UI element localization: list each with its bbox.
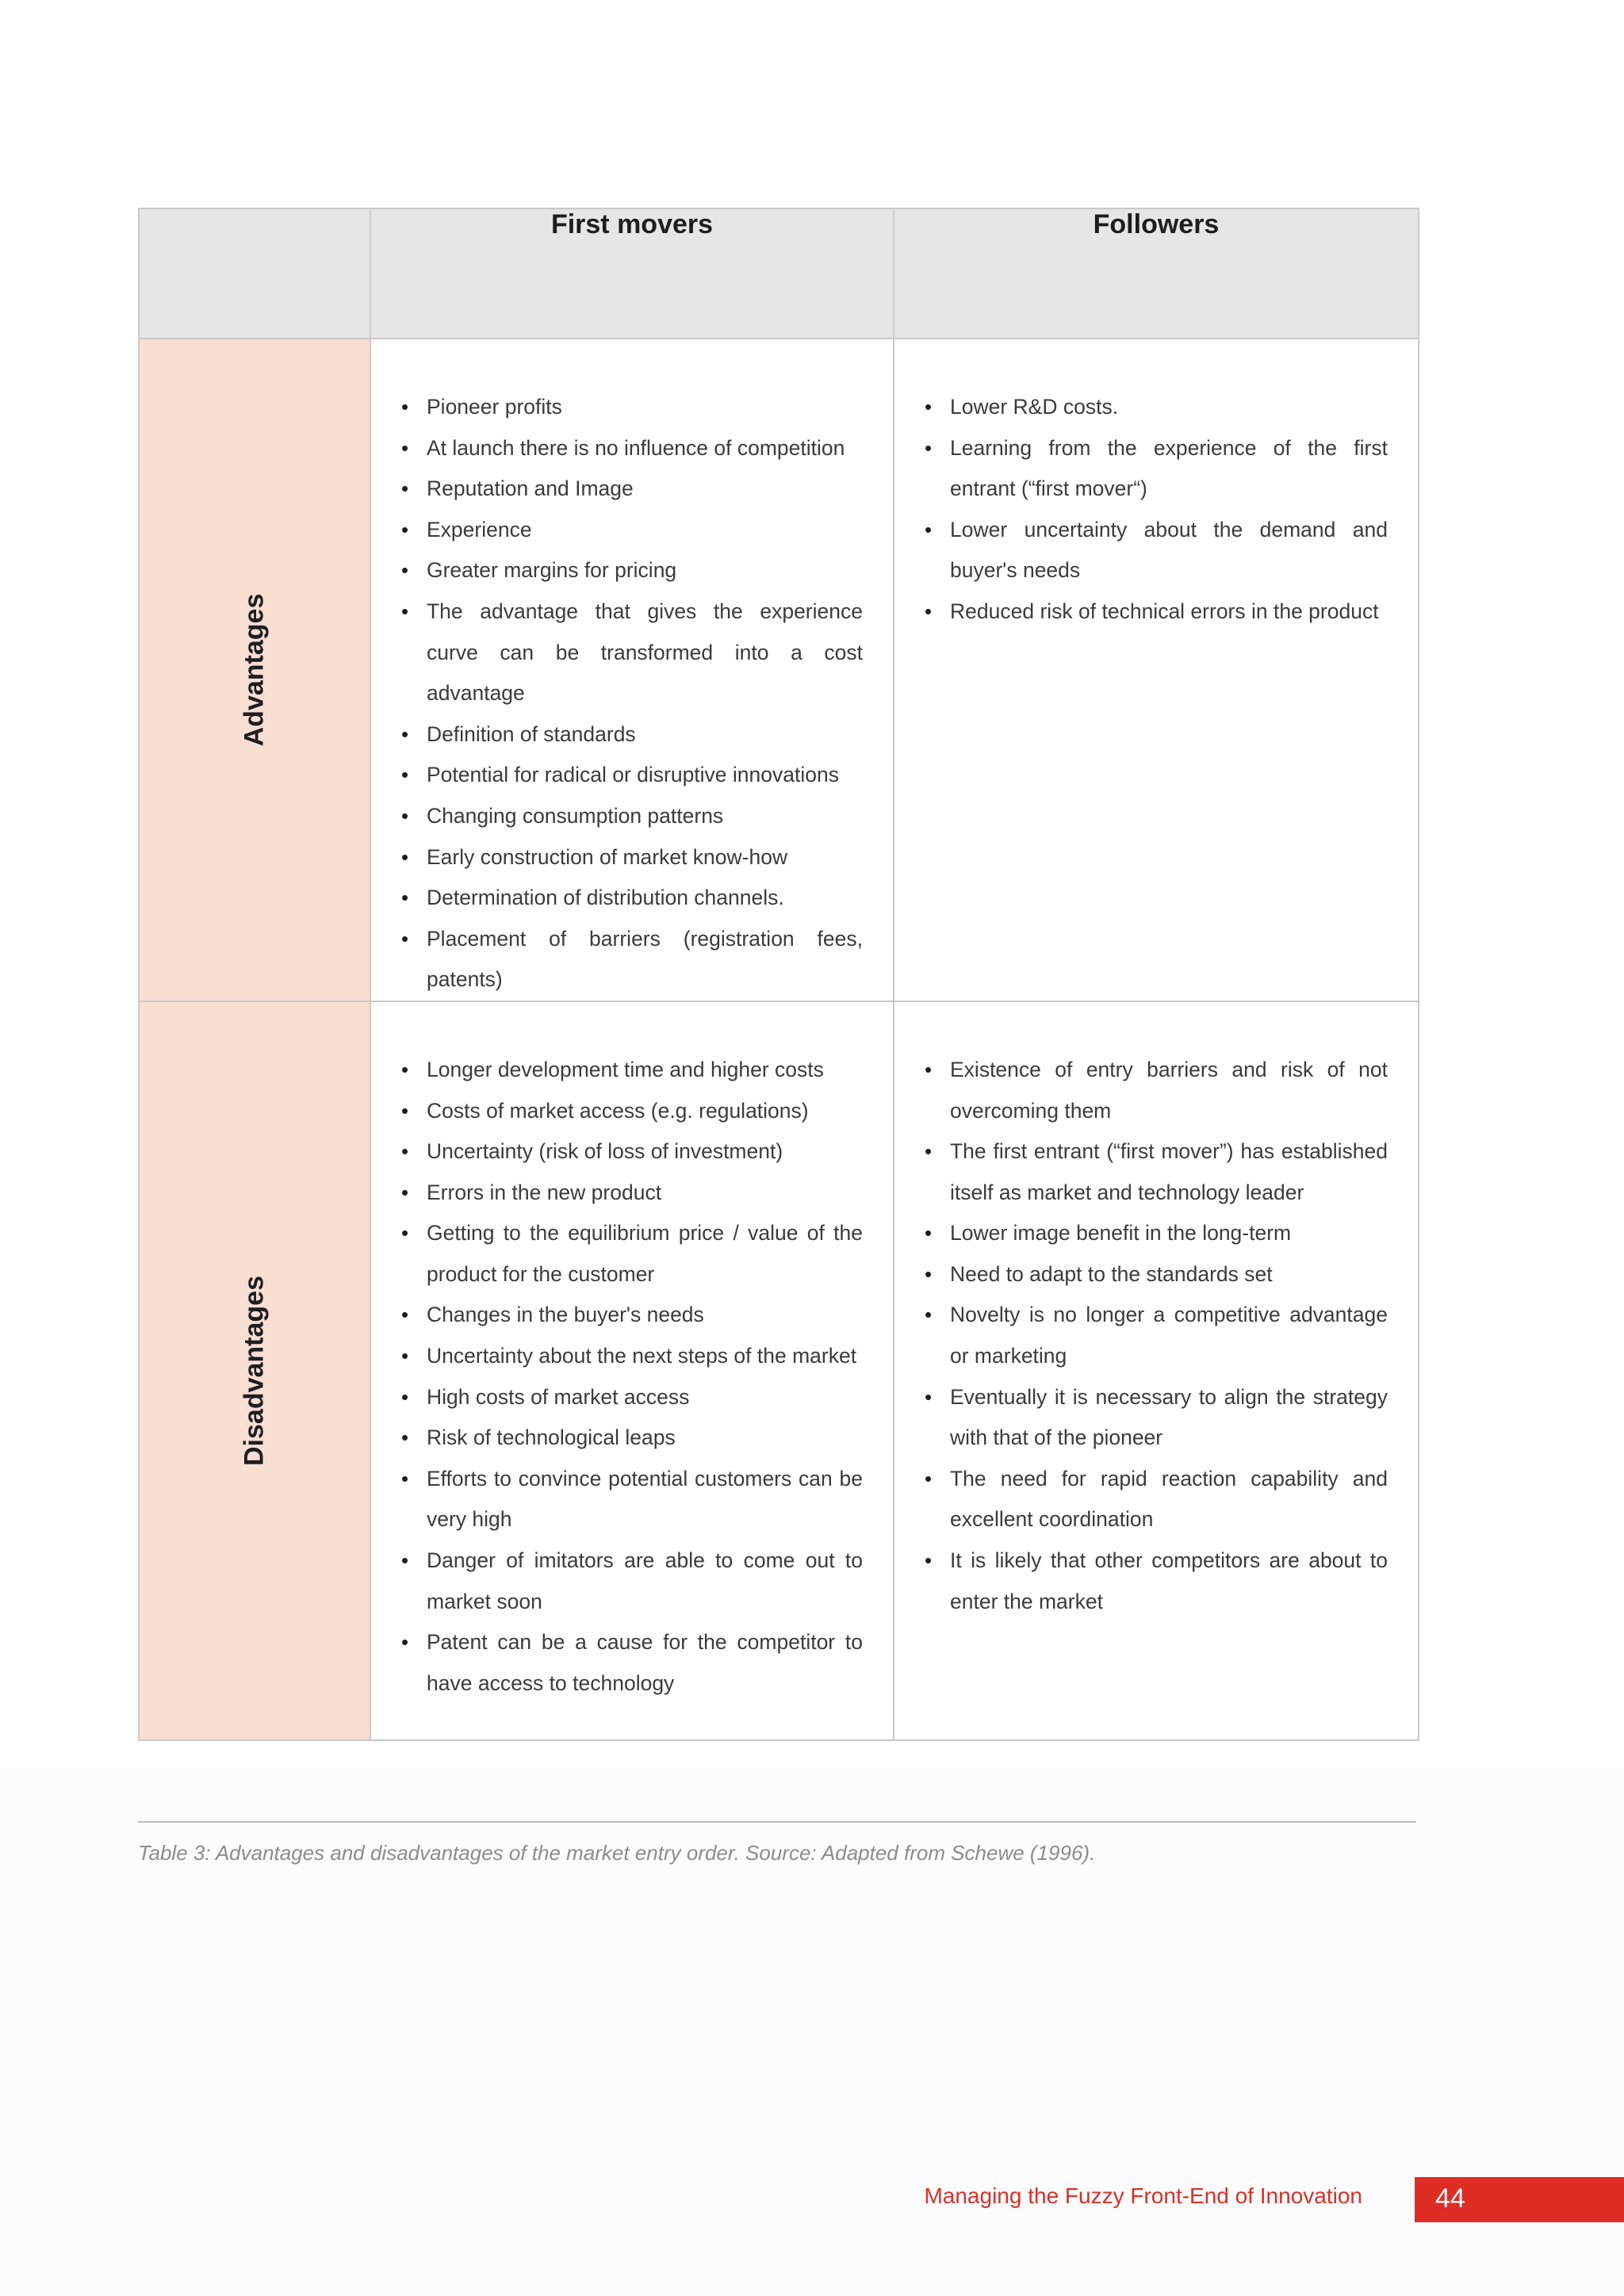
list-item: • The advantage that gives the experience curve can be transformed into a cost advantage [401, 591, 863, 714]
list-item: • Uncertainty (risk of loss of investment) [401, 1131, 863, 1173]
list-item: • Efforts to convince potential customers can be very high [401, 1459, 863, 1540]
advantages-side-cell [139, 339, 370, 1001]
list-item: • Longer development time and higher costs [401, 1050, 863, 1091]
list-item: • Patent can be a cause for the competitor to have access to technology [401, 1622, 863, 1704]
list-item: • Changes in the buyer's needs [401, 1295, 863, 1336]
list-item: • Reduced risk of technical errors in the product [925, 591, 1388, 633]
list-item: • Errors in the new product [401, 1173, 863, 1214]
list-item: • Definition of standards [401, 714, 863, 756]
advantages-first-movers-cell [370, 339, 894, 1001]
header-followers: Followers [894, 209, 1419, 339]
list-item: • At launch there is no influence of competition [401, 428, 863, 469]
advantages-row [139, 339, 1419, 1001]
advantages-first-movers-list [371, 339, 893, 1001]
disadvantages-side-cell [139, 1001, 370, 1740]
disadvantages-followers-list [894, 1002, 1418, 1622]
list-item: • Lower image benefit in the long-term [925, 1213, 1388, 1254]
list-item: • Pioneer profits [401, 387, 863, 428]
list-item: • Getting to the equilibrium price / value of the product for the customer [401, 1213, 863, 1295]
advantages-followers-list [894, 339, 1418, 633]
list-item: • Experience [401, 510, 863, 551]
page-number: 44 [1435, 2183, 1465, 2214]
table-caption: Table 3: Advantages and disadvantages of the market entry order. Source: Adapted from Schewe (1996). [138, 1841, 1096, 1865]
list-item: • Placement of barriers (registration fees, patents) [401, 919, 863, 1001]
page-number-box [1415, 2177, 1624, 2222]
disadvantages-first-movers-cell [370, 1001, 894, 1740]
footer-book-title: Managing the Fuzzy Front-End of Innovation [924, 2183, 1362, 2208]
list-item: • High costs of market access [401, 1377, 863, 1418]
disadvantages-first-movers-list [371, 1002, 893, 1705]
list-item: • Eventually it is necessary to align the strategy with that of the pioneer [925, 1377, 1388, 1459]
disadvantages-followers-cell [894, 1001, 1419, 1740]
list-item: • Costs of market access (e.g. regulations) [401, 1091, 863, 1132]
list-item: • The need for rapid reaction capability and excellent coordination [925, 1459, 1388, 1540]
list-item: • Novelty is no longer a competitive advantage or marketing [925, 1295, 1388, 1376]
list-item: • Early construction of market know-how [401, 837, 863, 878]
list-item: • Greater margins for pricing [401, 550, 863, 591]
list-item: • Potential for radical or disruptive innovations [401, 755, 863, 796]
caption-divider [138, 1821, 1416, 1823]
list-item: • Learning from the experience of the first entrant (“first mover“) [925, 428, 1388, 510]
list-item: • It is likely that other competitors are about to enter the market [925, 1540, 1388, 1622]
list-item: • Determination of distribution channels. [401, 878, 863, 919]
list-item: • Danger of imitators are able to come out to market soon [401, 1540, 863, 1622]
list-item: • Lower uncertainty about the demand and buyer's needs [925, 510, 1388, 591]
table-corner-cell [139, 209, 370, 339]
table-header-row [139, 209, 1419, 339]
disadvantages-row [139, 1001, 1419, 1740]
market-entry-table [138, 208, 1419, 1741]
list-item: • Uncertainty about the next steps of the market [401, 1336, 863, 1377]
list-item: • Risk of technological leaps [401, 1418, 863, 1459]
list-item: • Reputation and Image [401, 469, 863, 510]
list-item: • Need to adapt to the standards set [925, 1254, 1388, 1295]
list-item: • Changing consumption patterns [401, 796, 863, 837]
list-item: • Existence of entry barriers and risk of not overcoming them [925, 1050, 1388, 1131]
disadvantages-row-label: Disadvantages [239, 1275, 270, 1466]
advantages-followers-cell [894, 339, 1419, 1001]
list-item: • The first entrant (“first mover”) has established itself as market and technology leader [925, 1131, 1388, 1213]
list-item: • Lower R&D costs. [925, 387, 1388, 428]
header-first-movers: First movers [370, 209, 894, 339]
advantages-row-label: Advantages [239, 593, 270, 747]
